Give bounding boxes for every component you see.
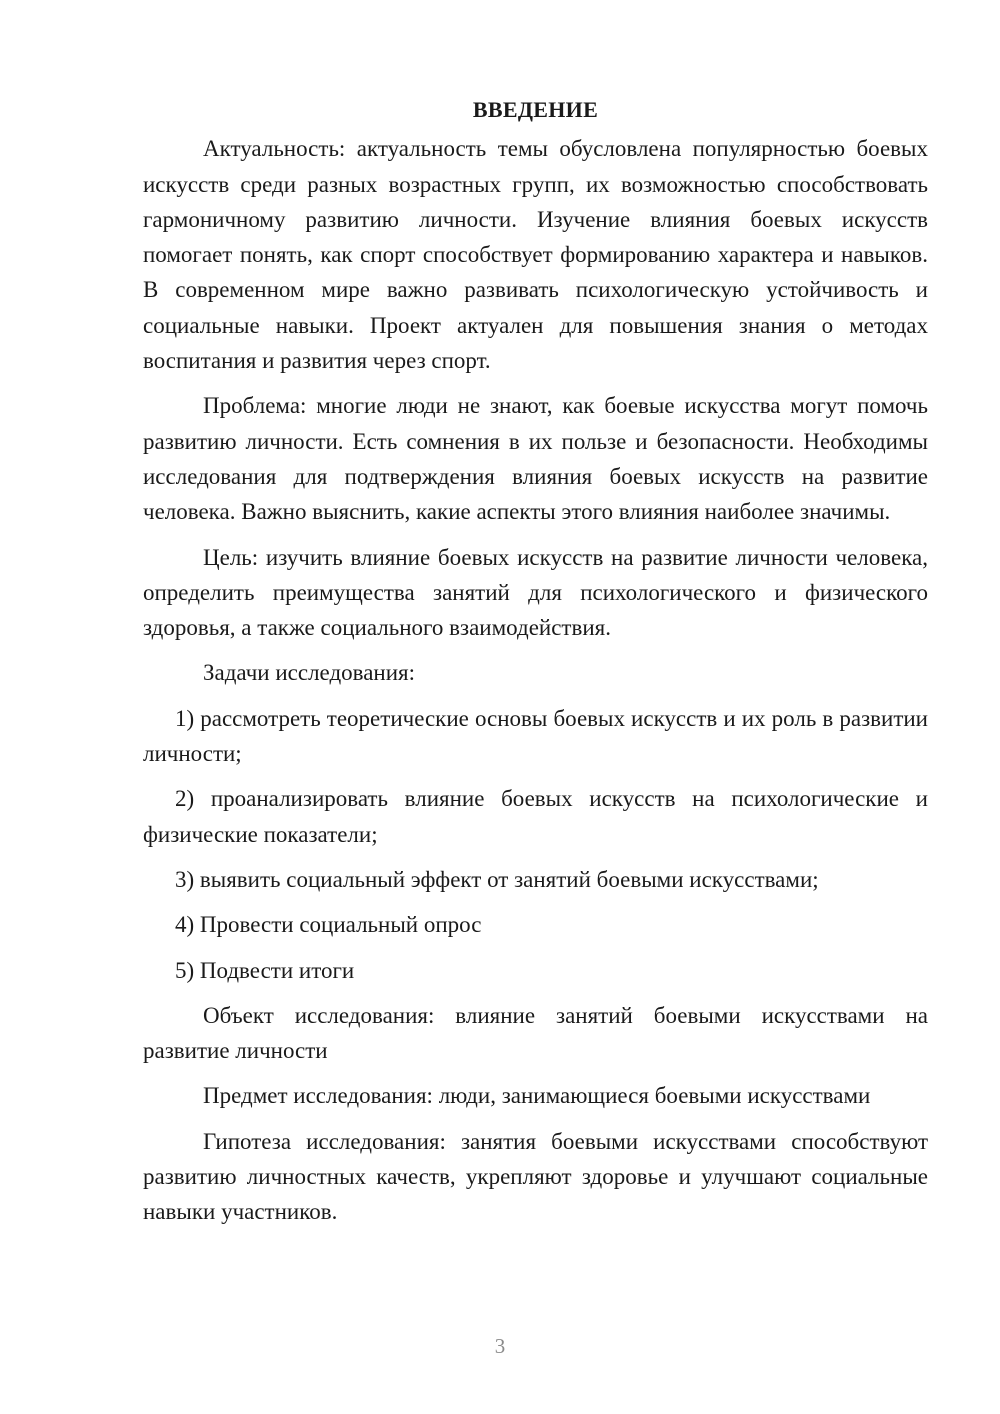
task-item-1: 1) рассмотреть теоретические основы боевых искусств и их роль в развитии личности;: [143, 705, 928, 767]
task-item-4: 4) Провести социальный опрос: [175, 912, 482, 938]
tasks-heading: Задачи исследования:: [203, 660, 416, 686]
paragraph-hypothesis: Гипотеза исследования: занятия боевыми искусствами способствуют развитию личностных качеств, укрепляют здоровье и улучшают социальные навыки участников.: [143, 1128, 928, 1225]
task-item-5: 5) Подвести итоги: [175, 957, 355, 983]
page-content: [143, 92, 928, 1240]
paragraph-goal: Цель: изучить влияние боевых искусств на развитие личности человека, определить преимущества занятий для психологического и физического здоровья, а также социального взаимодействия.: [143, 544, 928, 641]
task-item-3: 3) выявить социальный эффект от занятий боевыми искусствами;: [175, 866, 819, 892]
task-item-2: 2) проанализировать влияние боевых искусств на психологические и физические показатели;: [143, 786, 928, 847]
section-title: ВВЕДЕНИЕ: [472, 97, 599, 122]
paragraph-object: Объект исследования: влияние занятий боевыми искусствами на развитие личности: [143, 1002, 928, 1064]
page-number: 3: [494, 1334, 506, 1358]
paragraph-relevance: Актуальность: актуальность темы обусловлена популярностью боевых искусств среди разных возрастных групп, их возможностью способствовать гармоничному развитию личности. Изучение влияния боевых искусств помогает понять, как спорт способствует формированию характера и навыков. В современном мире важно развивать психологическую устойчивость и социальные навыки. Проект актуален для повышения знания о методах воспитания и развития через спорт.: [143, 136, 928, 374]
paragraph-subject: Предмет исследования: люди, занимающиеся боевыми искусствами: [203, 1083, 871, 1109]
paragraph-problem: Проблема: многие люди не знают, как боевые искусства могут помочь развитию личности. Есть сомнения в их пользе и безопасности. Необходимы исследования для подтверждения влияния боевых искусств на развитие человека. Важно выяснить, какие аспекты этого влияния наиболее значимы.: [143, 393, 928, 525]
